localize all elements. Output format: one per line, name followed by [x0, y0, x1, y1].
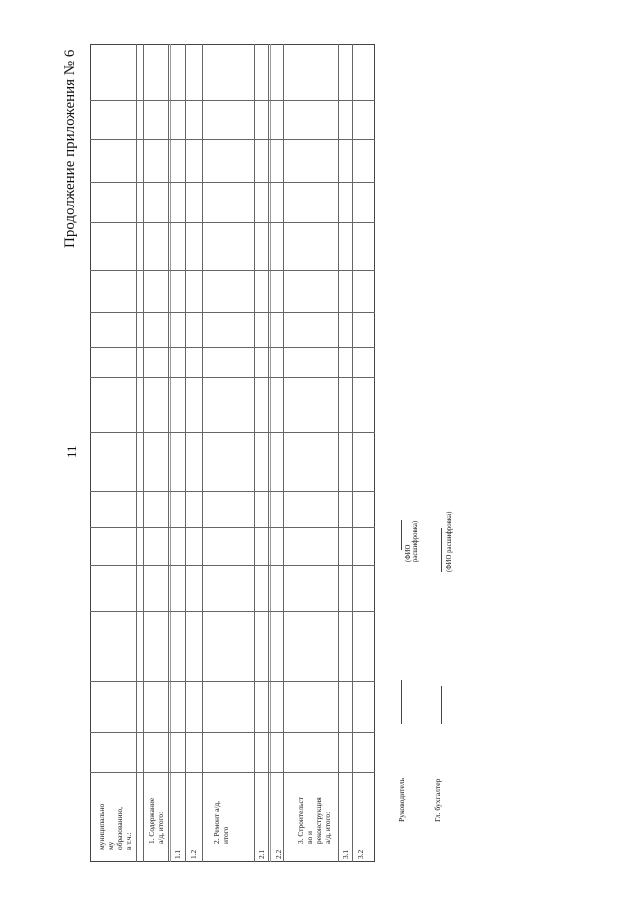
row-label-2: 2. Ремонт а/д, итого: [212, 800, 230, 844]
accountant-label: Гл. бухгалтер: [433, 778, 442, 822]
row-label-3-2: 3.2: [356, 849, 365, 859]
continuation-title: Продолжение приложения № 6: [62, 49, 78, 248]
head-signature-line: [401, 680, 402, 724]
accountant-name-line: [441, 528, 442, 572]
data-table: [90, 44, 375, 862]
row-label-1: 1. Содержание а/д, итого:: [147, 797, 165, 844]
row-label-2-1: 2.1: [257, 849, 266, 859]
head-label: Руководитель: [397, 777, 406, 822]
head-name-line: [401, 520, 402, 550]
row-label-2-2: 2.2: [274, 849, 283, 859]
row-label-1-1: 1.1: [173, 849, 182, 859]
head-note: (ФИО расшифровка): [405, 520, 419, 562]
row-label-3-1: 3.1: [341, 849, 350, 859]
row-label-1-2: 1.2: [189, 849, 198, 859]
row-label-municipal: муниципально му образованию, в т.ч.:: [97, 803, 133, 850]
row-label-3: 3. Строительст во и реконструкция а/д, итого:: [296, 797, 332, 844]
page-number: 11: [64, 445, 79, 458]
accountant-signature-line: [441, 686, 442, 724]
accountant-note: (ФИО расшифровка): [446, 511, 453, 572]
